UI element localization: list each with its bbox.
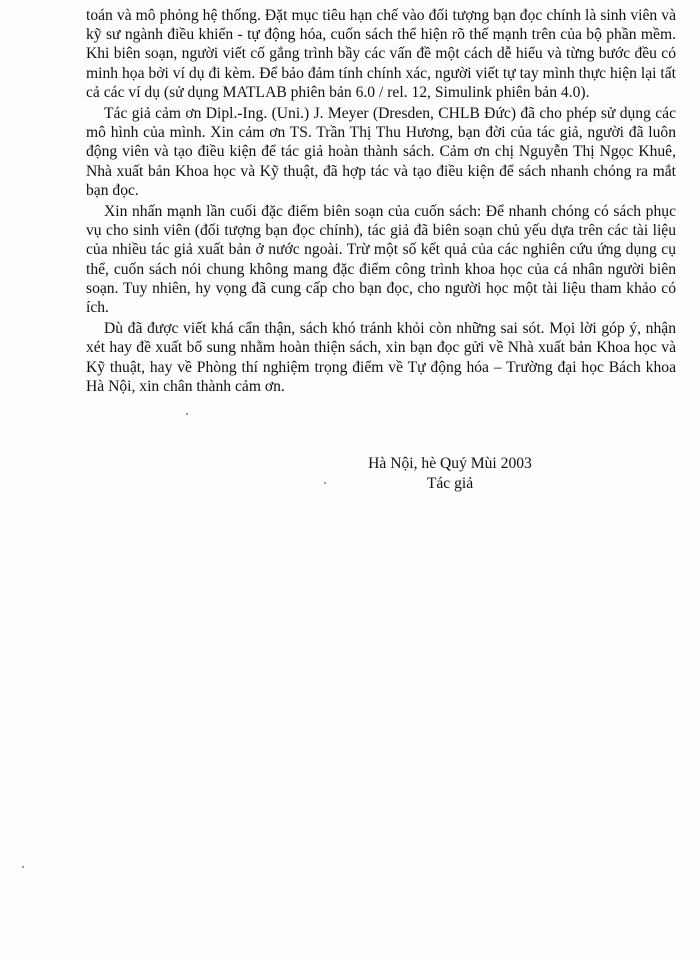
signature-block [300, 454, 600, 494]
scan-speck [324, 482, 326, 484]
signature-author: Tác giả [426, 475, 474, 492]
paragraph-feedback: Dù đã được viết khá cẩn thận, sách khó tránh khỏi còn những sai sót. Mọi lời góp ý, nhận xét hay đề xuất bổ sung nhằm hoàn thiện sách, xin bạn đọc gửi về Nhà xuất bản Khoa học và Kỹ thuật, hay về Phòng thí nghiệm trọng điểm về Tự động hóa – Trường đại học Bách khoa Hà Nội, xin chân thành cảm ơn. [86, 320, 676, 395]
paragraph-acknowledgements: Tác giả cảm ơn Dipl.-Ing. (Uni.) J. Meyer (Dresden, CHLB Đức) đã cho phép sử dụng các mô hình của mình. Xin cảm ơn TS. Trần Thị Thu Hương, bạn đời của tác giả, người đã luôn động viên và tạo điều kiện để tác giả hoàn thành sách. Cảm ơn chị Nguyễn Thị Ngọc Khuê, Nhà xuất bản Khoa học và Kỹ thuật, đã hợp tác và tạo điều kiện để sách nhanh chóng ra mắt bạn đọc. [86, 105, 676, 199]
body-text [86, 6, 676, 398]
scan-speck [22, 866, 24, 868]
paragraph-compilation-note: Xin nhấn mạnh lần cuối đặc điểm biên soạn của cuốn sách: Để nhanh chóng có sách phục vụ cho sinh viên (đối tượng bạn đọc chính), tác giả đã biên soạn chủ yếu dựa trên các tài liệu của nhiều tác giả xuất bản ở nước ngoài. Trừ một số kết quả của các nghiên cứu ứng dụng cụ thể, cuốn sách nói chung không mang đặc điểm công trình khoa học của cá nhân người biên soạn. Tuy nhiên, hy vọng đã cung cấp cho bạn đọc, cho người học một tài liệu tham khảo có ích. [86, 203, 676, 317]
paragraph-continued: toán và mô phỏng hệ thống. Đặt mục tiêu hạn chế vào đối tượng bạn đọc chính là sinh viên và kỹ sư ngành điều khiển - tự động hóa, cuốn sách thể hiện rõ thế mạnh trên của bộ phần mềm. Khi biên soạn, người viết cố gắng trình bầy các vấn đề một cách dễ hiểu và từng bước đều có minh họa bởi ví dụ đi kèm. Để bảo đảm tính chính xác, người viết tự tay mình thực hiện lại tất cả các ví dụ (sử dụng MATLAB phiên bản 6.0 / rel. 12, Simulink phiên bản 4.0). [86, 7, 676, 101]
scan-speck [186, 413, 188, 415]
signature-place-date: Hà Nội, hè Quý Mùi 2003 [368, 455, 532, 472]
